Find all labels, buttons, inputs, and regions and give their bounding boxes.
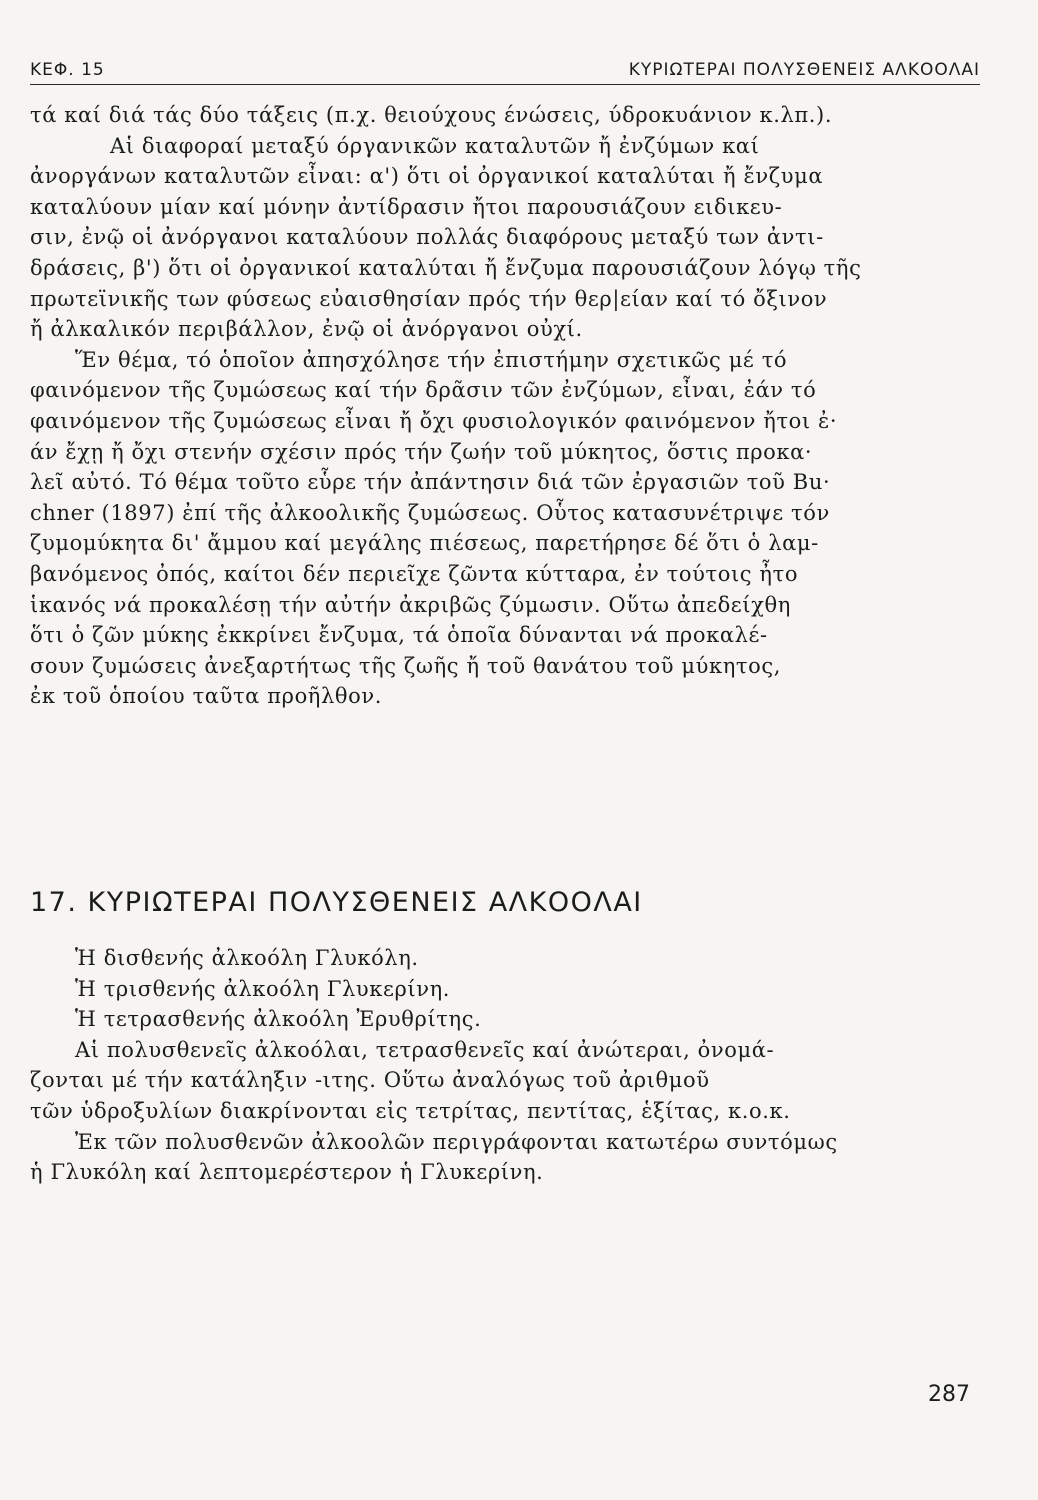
page-number: 287 (928, 1382, 970, 1407)
body-line: Ἕν θέμα, τό ὁποῖον ἀπησχόλησε τήν ἐπιστήμην σχετικῶς μέ τό (75, 347, 788, 372)
running-header (30, 60, 980, 85)
body-line: ἐκ τοῦ ὁποίου ταῦτα προῆλθον. (30, 684, 383, 709)
body-line: σιν, ἐνῷ οἱ ἀνόργανοι καταλύουν πολλάς διαφόρους μεταξύ των ἀντι- (30, 225, 824, 250)
body-line: Αἱ διαφοραί μεταξύ όργανικῶν καταλυτῶν ἤ ἐνζύμων καί (110, 133, 760, 158)
body-line: άν ἔχῃ ἤ ὄχι στενήν σχέσιν πρός τήν ζωήν τοῦ μύκητος, ὅστις προκα· (30, 439, 813, 464)
section-line: τῶν ὑδροξυλίων διακρίνονται εἰς τετρίτας, πεντίτας, ἑξίτας, κ.ο.κ. (30, 1098, 791, 1123)
section-line: Ἡ τρισθενής ἀλκοόλη Γλυκερίνη. (75, 976, 451, 1001)
section-line: Ἡ δισθενής ἀλκοόλη Γλυκόλη. (75, 946, 419, 970)
body-line: σουν ζυμώσεις ἀνεξαρτήτως τῆς ζωῆς ἤ τοῦ θανάτου τοῦ μύκητος, (30, 653, 781, 678)
running-title: ΚΥΡΙΩΤΕΡΑΙ ΠΟΛΥΣΘΕΝΕΙΣ ΑΛΚΟΟΛΑΙ (628, 60, 980, 80)
section-line: Αἱ πολυσθενεῖς ἀλκοόλαι, τετρασθενεῖς καί ἀνώτεραι, ὀνομά- (75, 1037, 775, 1062)
section-body (30, 943, 990, 1188)
body-line: φαινόμενον τῆς ζυμώσεως εἶναι ἤ ὄχι φυσιολογικόν φαινόμενον ἤτοι ἐ· (30, 408, 838, 433)
section-line: Ἐκ τῶν πολυσθενῶν ἀλκοολῶν περιγράφονται κατωτέρω συντόμως (75, 1129, 838, 1154)
body-line: δράσεις, β') ὅτι οἱ ὀργανικοί καταλύται ἤ ἔνζυμα παρουσιάζουν λόγῳ τῆς (30, 255, 862, 280)
body-line: ἀνοργάνων καταλυτῶν εἶναι: α') ὅτι οἱ ὀργανικοί καταλύται ἤ ἔνζυμα (30, 164, 824, 189)
body-line: chner (1897) ἐπί τῆς ἀλκοολικῆς ζυμώσεως. Οὗτος κατασυνέτριψε τόν (30, 500, 830, 525)
body-line: ζυμομύκητα δι' ἄμμου καί μεγάλης πιέσεως, παρετήρησε δέ ὅτι ὁ λαμ- (30, 531, 819, 556)
chapter-label: ΚΕΦ. 15 (30, 60, 105, 80)
section-line: Ἡ τετρασθενής ἀλκοόλη Ἐρυθρίτης. (75, 1007, 482, 1032)
section-line: ζονται μέ τήν κατάληξιν -ιτης. Οὕτω ἀναλόγως τοῦ ἀριθμοῦ (30, 1068, 710, 1093)
section-line: ἡ Γλυκόλη καί λεπτομερέστερον ἡ Γλυκερίνη. (30, 1160, 544, 1185)
body-line: πρωτεϊνικῆς των φύσεως εὐαισθησίαν πρός τήν θερ|είαν καί τό ὄξινον (30, 286, 828, 311)
body-line: λεῖ αὐτό. Τό θέμα τοῦτο εὗρε τήν ἀπάντησιν διά τῶν ἐργασιῶν τοῦ Bu· (30, 470, 831, 495)
body-line: ἱκανός νά προκαλέσῃ τήν αὐτήν ἀκριβῶς ζύμωσιν. Οὕτω ἀπεδείχθη (30, 592, 791, 617)
body-line: τά καί διά τάς δύο τάξεις (π.χ. θειούχους ένώσεις, ύδροκυάνιον κ.λπ.). (30, 103, 833, 127)
body-line: βανόμενος ὀπός, καίτοι δέν περιεῖχε ζῶντα κύτταρα, ἐν τούτοις ἦτο (30, 561, 799, 586)
body-line: ἤ ἀλκαλικόν περιβάλλον, ἐνῷ οἱ ἀνόργανοι οὐχί. (30, 317, 583, 342)
body-line: ὅτι ὁ ζῶν μύκης ἐκκρίνει ἔνζυμα, τά ὁποῖα δύνανται νά προκαλέ- (30, 623, 768, 648)
body-line: φαινόμενον τῆς ζυμώσεως καί τήν δρᾶσιν τῶν ἐνζύμων, εἶναι, ἐάν τό (30, 378, 817, 403)
body-line: καταλύουν μίαν καί μόνην ἀντίδρασιν ἤτοι παρουσιάζουν ειδικευ- (30, 194, 783, 219)
body-text (30, 100, 990, 712)
section-title: 17. ΚΥΡΙΩΤΕΡΑΙ ΠΟΛΥΣΘΕΝΕΙΣ ΑΛΚΟΟΛΑΙ (30, 887, 643, 918)
